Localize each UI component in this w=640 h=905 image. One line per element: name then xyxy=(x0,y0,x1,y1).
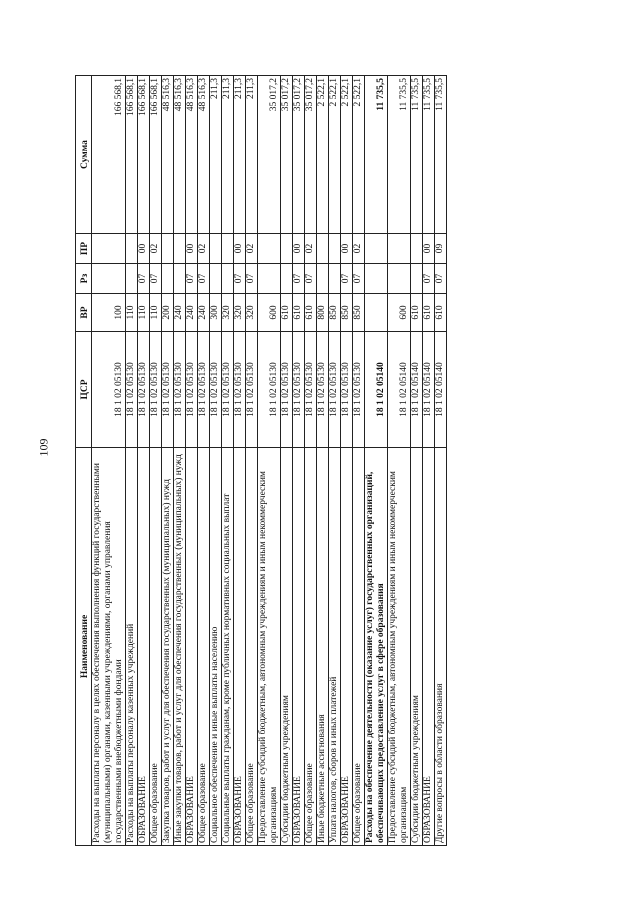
cell-rz: 07 xyxy=(186,264,198,294)
cell-rz xyxy=(317,264,329,294)
cell-sum: 211,3 xyxy=(210,76,222,234)
cell-vr: 320 xyxy=(246,294,258,332)
cell-vr: 100 xyxy=(92,294,126,332)
cell-vr: 600 xyxy=(388,294,411,332)
cell-vr: 610 xyxy=(293,294,305,332)
cell-name: Иные бюджетные ассигнования xyxy=(317,448,329,846)
cell-sum: 2 522,1 xyxy=(317,76,329,234)
cell-rz xyxy=(222,264,234,294)
cell-rz xyxy=(388,264,411,294)
cell-sum: 211,3 xyxy=(222,76,234,234)
cell-name: ОБРАЗОВАНИЕ xyxy=(293,448,305,846)
cell-pr: 02 xyxy=(305,234,317,264)
cell-vr: 240 xyxy=(186,294,198,332)
cell-vr: 610 xyxy=(305,294,317,332)
cell-sum: 211,3 xyxy=(234,76,246,234)
cell-pr: 00 xyxy=(234,234,246,264)
table-row xyxy=(317,76,329,846)
cell-rz: 07 xyxy=(198,264,210,294)
cell-name: Иные закупки товаров, работ и услуг для обеспечения государственных (муниципальных) нужд xyxy=(174,448,186,846)
cell-csr: 18 1 02 05130 xyxy=(281,332,293,448)
cell-sum: 2 522,1 xyxy=(353,76,365,234)
cell-sum: 11 735,5 xyxy=(423,76,435,234)
table-row xyxy=(246,76,258,846)
cell-sum: 166 568,1 xyxy=(138,76,150,234)
cell-pr: 02 xyxy=(353,234,365,264)
cell-rz xyxy=(92,264,126,294)
table-row xyxy=(198,76,210,846)
cell-rz xyxy=(258,264,281,294)
cell-csr: 18 1 02 05130 xyxy=(186,332,198,448)
cell-name: ОБРАЗОВАНИЕ xyxy=(138,448,150,846)
rotated-table-container xyxy=(75,76,555,846)
cell-rz: 07 xyxy=(353,264,365,294)
cell-sum: 35 017,2 xyxy=(305,76,317,234)
cell-pr xyxy=(388,234,411,264)
cell-pr: 02 xyxy=(150,234,162,264)
cell-vr: 610 xyxy=(435,294,447,332)
cell-vr: 110 xyxy=(126,294,138,332)
cell-sum: 35 017,2 xyxy=(281,76,293,234)
header-pr: ПР xyxy=(76,234,92,264)
header-name: Наименование xyxy=(76,448,92,846)
cell-csr: 18 1 02 05130 xyxy=(246,332,258,448)
table-row xyxy=(423,76,435,846)
table-row xyxy=(341,76,353,846)
table-row xyxy=(222,76,234,846)
table-row xyxy=(305,76,317,846)
cell-rz xyxy=(365,264,388,294)
cell-name: Субсидии бюджетным учреждениям xyxy=(411,448,423,846)
cell-vr: 300 xyxy=(210,294,222,332)
cell-pr xyxy=(317,234,329,264)
cell-name: ОБРАЗОВАНИЕ xyxy=(341,448,353,846)
table-header-row xyxy=(76,76,92,846)
cell-vr: 600 xyxy=(258,294,281,332)
cell-rz: 07 xyxy=(341,264,353,294)
cell-rz xyxy=(329,264,341,294)
cell-name: ОБРАЗОВАНИЕ xyxy=(234,448,246,846)
cell-vr: 320 xyxy=(222,294,234,332)
cell-name: Общее образование xyxy=(305,448,317,846)
cell-vr: 610 xyxy=(411,294,423,332)
cell-rz: 07 xyxy=(234,264,246,294)
cell-csr: 18 1 02 05130 xyxy=(222,332,234,448)
table-row xyxy=(435,76,447,846)
cell-pr xyxy=(411,234,423,264)
header-csr: ЦСР xyxy=(76,332,92,448)
cell-name: Закупка товаров, работ и услуг для обеспечения государственных (муниципальных) нужд xyxy=(162,448,174,846)
header-sum: Сумма xyxy=(76,76,92,234)
cell-rz: 07 xyxy=(246,264,258,294)
cell-pr xyxy=(126,234,138,264)
cell-sum: 11 735,5 xyxy=(411,76,423,234)
table-row xyxy=(186,76,198,846)
cell-sum: 211,3 xyxy=(246,76,258,234)
cell-rz: 07 xyxy=(138,264,150,294)
cell-name: Другие вопросы в области образования xyxy=(435,448,447,846)
cell-name: Социальные выплаты гражданам, кроме публичных нормативных социальных выплат xyxy=(222,448,234,846)
cell-name: Расходы на обеспечение деятельности (оказание услуг) государственных организаций, обеспечивающих предоставление услуг в сфере образования xyxy=(365,448,388,846)
table-row xyxy=(353,76,365,846)
table-row xyxy=(411,76,423,846)
cell-pr xyxy=(222,234,234,264)
cell-sum: 11 735,5 xyxy=(365,76,388,234)
cell-vr: 610 xyxy=(423,294,435,332)
cell-pr xyxy=(281,234,293,264)
cell-rz: 07 xyxy=(293,264,305,294)
cell-sum: 166 568,1 xyxy=(92,76,126,234)
cell-sum: 2 522,1 xyxy=(341,76,353,234)
cell-rz: 07 xyxy=(150,264,162,294)
cell-name: Общее образование xyxy=(198,448,210,846)
cell-rz xyxy=(126,264,138,294)
cell-rz: 07 xyxy=(305,264,317,294)
cell-rz xyxy=(411,264,423,294)
cell-csr: 18 1 02 05130 xyxy=(92,332,126,448)
table-row xyxy=(281,76,293,846)
cell-pr xyxy=(329,234,341,264)
cell-sum: 35 017,2 xyxy=(258,76,281,234)
cell-vr: 610 xyxy=(281,294,293,332)
cell-vr: 850 xyxy=(353,294,365,332)
cell-name: ОБРАЗОВАНИЕ xyxy=(186,448,198,846)
cell-name: Расходы на выплаты персоналу в целях обеспечения выполнения функций государственными (муниципальными) органами, казенными учреждениями, органами управления государственными внебюджетными фондами xyxy=(92,448,126,846)
cell-rz: 07 xyxy=(435,264,447,294)
cell-vr xyxy=(365,294,388,332)
table-row xyxy=(293,76,305,846)
cell-sum: 166 568,1 xyxy=(126,76,138,234)
cell-csr: 18 1 02 05130 xyxy=(210,332,222,448)
cell-pr xyxy=(174,234,186,264)
cell-pr: 02 xyxy=(198,234,210,264)
header-vr: ВР xyxy=(76,294,92,332)
cell-pr xyxy=(162,234,174,264)
cell-name: Предоставление субсидий бюджетным, автономным учреждениям и иным некоммерческим организациям xyxy=(388,448,411,846)
cell-sum: 48 516,3 xyxy=(186,76,198,234)
table-row xyxy=(126,76,138,846)
table-row xyxy=(234,76,246,846)
cell-pr xyxy=(210,234,222,264)
cell-csr: 18 1 02 05130 xyxy=(341,332,353,448)
cell-name: Общее образование xyxy=(150,448,162,846)
cell-csr: 18 1 02 05130 xyxy=(162,332,174,448)
cell-sum: 48 516,3 xyxy=(162,76,174,234)
cell-pr xyxy=(92,234,126,264)
cell-csr: 18 1 02 05140 xyxy=(365,332,388,448)
cell-pr: 00 xyxy=(423,234,435,264)
table-row xyxy=(388,76,411,846)
cell-csr: 18 1 02 05130 xyxy=(138,332,150,448)
cell-rz xyxy=(210,264,222,294)
cell-csr: 18 1 02 05130 xyxy=(305,332,317,448)
cell-csr: 18 1 02 05140 xyxy=(388,332,411,448)
table-row xyxy=(210,76,222,846)
cell-sum: 35 017,2 xyxy=(293,76,305,234)
cell-csr: 18 1 02 05130 xyxy=(353,332,365,448)
cell-csr: 18 1 02 05130 xyxy=(258,332,281,448)
cell-pr: 00 xyxy=(138,234,150,264)
cell-pr: 02 xyxy=(246,234,258,264)
cell-name: Расходы на выплаты персоналу казенных учреждений xyxy=(126,448,138,846)
cell-csr: 18 1 02 05140 xyxy=(435,332,447,448)
table-row xyxy=(150,76,162,846)
table-row xyxy=(92,76,126,846)
table-row xyxy=(365,76,388,846)
cell-csr: 18 1 02 05130 xyxy=(174,332,186,448)
cell-vr: 800 xyxy=(317,294,329,332)
cell-name: ОБРАЗОВАНИЕ xyxy=(423,448,435,846)
cell-pr: 00 xyxy=(186,234,198,264)
table-row xyxy=(258,76,281,846)
cell-csr: 18 1 02 05130 xyxy=(329,332,341,448)
budget-table xyxy=(75,75,447,846)
cell-csr: 18 1 02 05130 xyxy=(150,332,162,448)
cell-sum: 166 568,1 xyxy=(150,76,162,234)
cell-sum: 48 516,3 xyxy=(174,76,186,234)
cell-rz xyxy=(162,264,174,294)
cell-vr: 110 xyxy=(150,294,162,332)
cell-csr: 18 1 02 05140 xyxy=(423,332,435,448)
page-number: 109 xyxy=(36,438,51,457)
cell-csr: 18 1 02 05130 xyxy=(293,332,305,448)
table-row xyxy=(174,76,186,846)
cell-vr: 850 xyxy=(329,294,341,332)
cell-sum: 11 735,5 xyxy=(388,76,411,234)
cell-name: Предоставление субсидий бюджетным, автономным учреждениям и иным некоммерческим организациям xyxy=(258,448,281,846)
cell-rz xyxy=(281,264,293,294)
cell-pr: 09 xyxy=(435,234,447,264)
cell-csr: 18 1 02 05130 xyxy=(126,332,138,448)
cell-vr: 850 xyxy=(341,294,353,332)
cell-csr: 18 1 02 05130 xyxy=(198,332,210,448)
cell-rz: 07 xyxy=(423,264,435,294)
cell-vr: 240 xyxy=(174,294,186,332)
cell-sum: 11 735,5 xyxy=(435,76,447,234)
cell-name: Общее образование xyxy=(353,448,365,846)
table-body xyxy=(92,76,447,846)
cell-csr: 18 1 02 05130 xyxy=(317,332,329,448)
cell-csr: 18 1 02 05130 xyxy=(234,332,246,448)
cell-name: Общее образование xyxy=(246,448,258,846)
cell-sum: 48 516,3 xyxy=(198,76,210,234)
table-row xyxy=(162,76,174,846)
cell-rz xyxy=(174,264,186,294)
table-row xyxy=(138,76,150,846)
cell-pr xyxy=(258,234,281,264)
cell-vr: 110 xyxy=(138,294,150,332)
cell-pr xyxy=(365,234,388,264)
header-rz: Рз xyxy=(76,264,92,294)
cell-vr: 320 xyxy=(234,294,246,332)
cell-name: Субсидии бюджетным учреждениям xyxy=(281,448,293,846)
cell-vr: 240 xyxy=(198,294,210,332)
cell-sum: 2 522,1 xyxy=(329,76,341,234)
cell-name: Социальное обеспечение и иные выплаты населению xyxy=(210,448,222,846)
cell-name: Уплата налогов, сборов и иных платежей xyxy=(329,448,341,846)
cell-csr: 18 1 02 05140 xyxy=(411,332,423,448)
cell-pr: 00 xyxy=(293,234,305,264)
cell-pr: 00 xyxy=(341,234,353,264)
cell-vr: 200 xyxy=(162,294,174,332)
table-row xyxy=(329,76,341,846)
